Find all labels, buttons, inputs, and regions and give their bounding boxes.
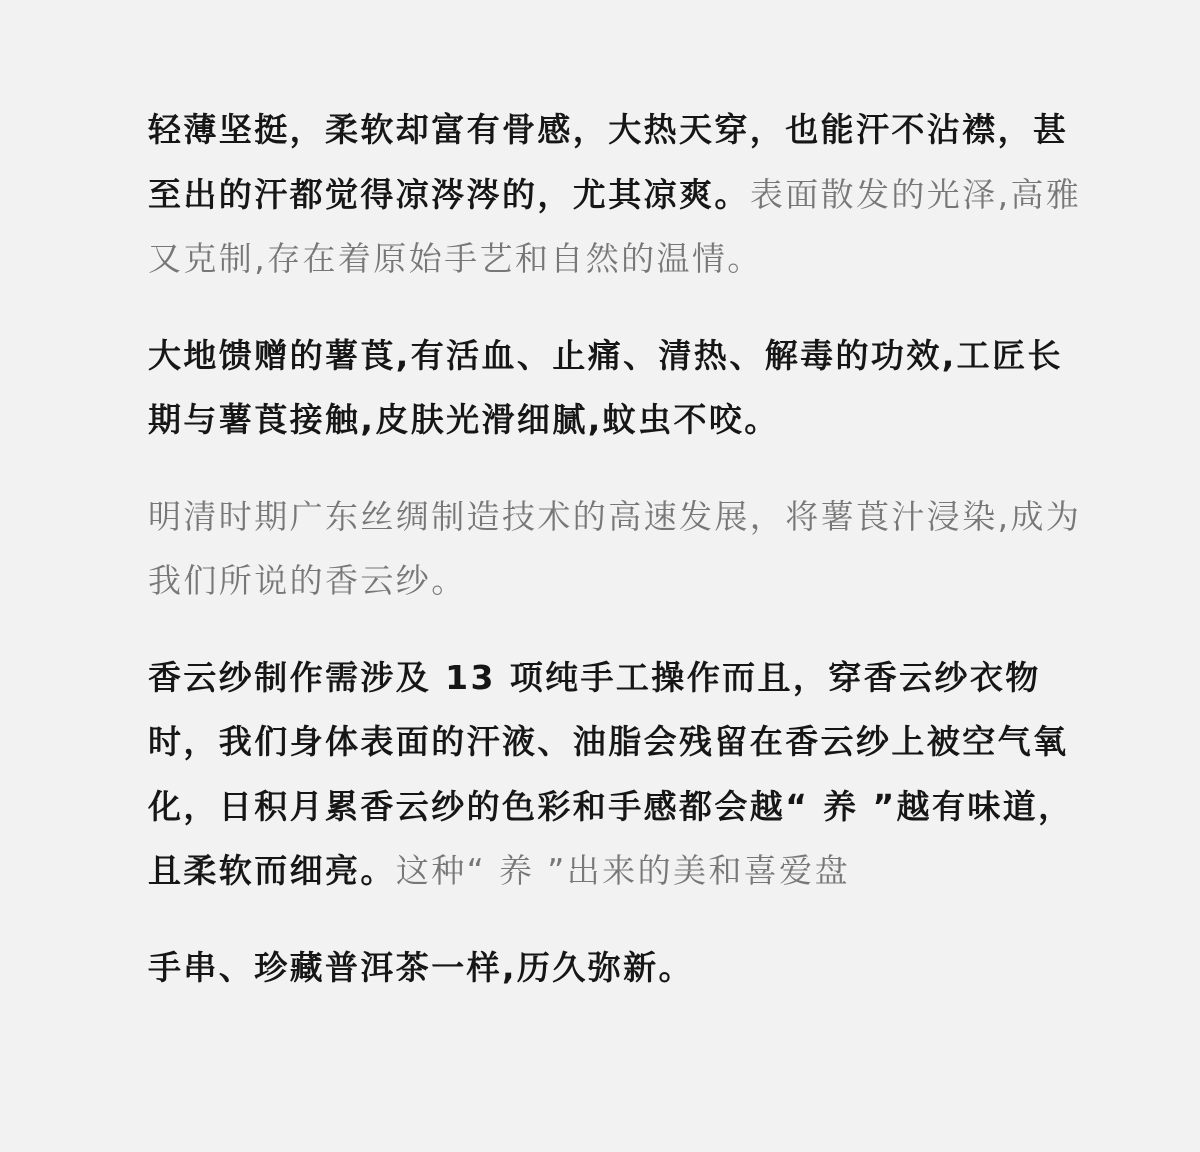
paragraph-2-bold-text: 大地馈赠的薯莨,有活血、止痛、清热、解毒的功效,工匠长期与薯莨接触,皮肤光滑细腻,蚊虫不咬。 [148, 335, 1063, 439]
paragraph-3 [148, 485, 1088, 614]
paragraph-2 [148, 324, 1088, 453]
paragraph-3-light-text: 明清时期广东丝绸制造技术的高速发展，将薯莨汁浸染,成为我们所说的香云纱。 [148, 496, 1082, 600]
paragraph-4-light-text: 这种“ 养 ”出来的美和喜爱盘 [395, 851, 850, 890]
paragraph-1-bold-text: 轻薄坚挺，柔软却富有骨感，大热天穿，也能汗不沾襟，甚至出的汗都觉得凉涔涔的，尤其凉爽。 [148, 110, 1069, 214]
paragraph-4-bold-text: 香云纱制作需涉及 13 项纯手工操作而且，穿香云纱衣物时，我们身体表面的汗液、油脂会残留在香云纱上被空气氧化，日积月累香云纱的色彩和手感都会越“ 养 ”越有味道，且柔软而细亮。 [148, 657, 1074, 890]
paragraph-1-light-text: 表面散发的光泽,高雅又克制,存在着原始手艺和自然的温情。 [148, 174, 1082, 278]
paragraph-5 [148, 936, 1088, 1001]
paragraph-1 [148, 98, 1088, 292]
paragraph-5-bold-text: 手串、珍藏普洱茶一样,历久弥新。 [148, 947, 694, 987]
paragraph-4 [148, 646, 1088, 904]
